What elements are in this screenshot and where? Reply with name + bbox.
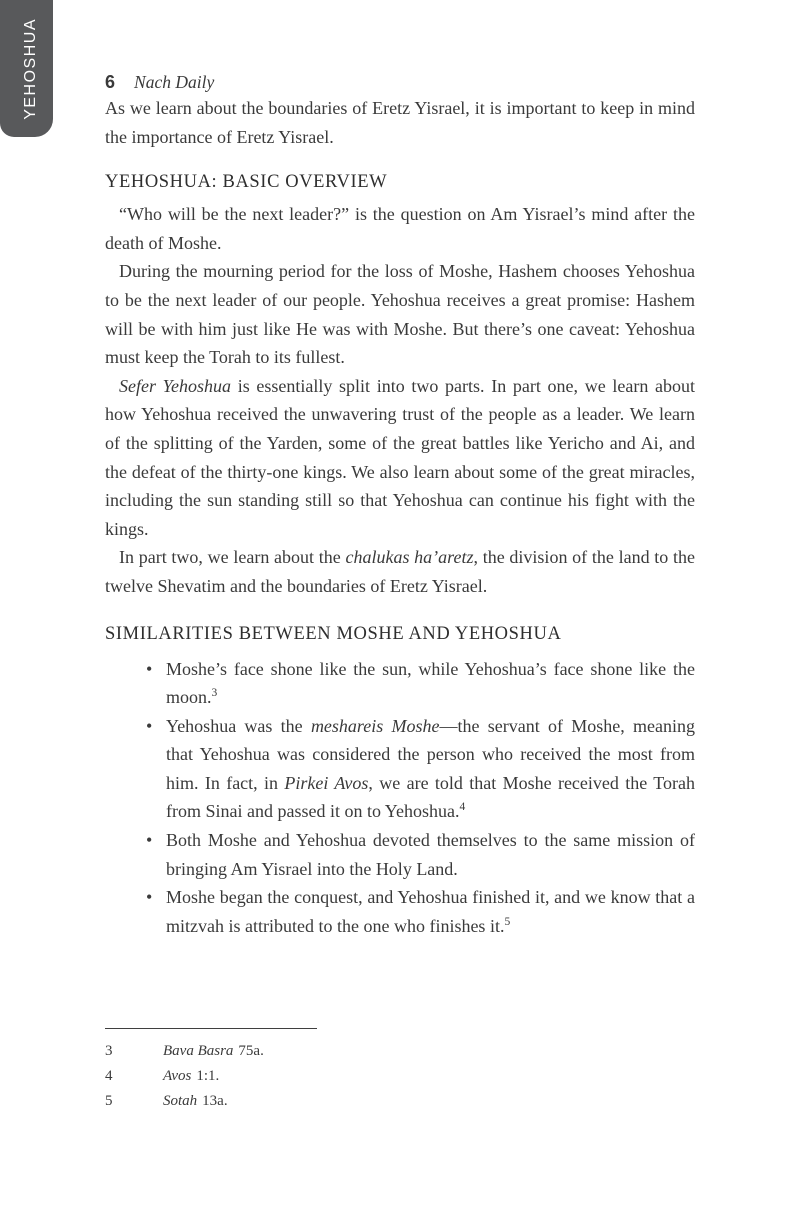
paragraph-text: , the division of the land to the twelve Shevatim and the boundaries of Eretz Yisrael. xyxy=(105,547,696,596)
paragraph-text: In part two, we learn about the xyxy=(119,547,346,568)
footnotes-section xyxy=(105,1028,505,1114)
list-item xyxy=(105,826,695,883)
page-number: 6 xyxy=(105,72,116,92)
section-heading-similarities: SIMILARITIES BETWEEN MOSHE AND YEHOSHUA xyxy=(105,623,562,644)
footnote-ref: 1:1. xyxy=(196,1068,220,1084)
bullet-icon: • xyxy=(146,830,153,851)
footnote-rule xyxy=(105,1028,317,1029)
list-item-text: Moshe’s face shone like the sun, while Yehoshua’s face shone like the moon. xyxy=(166,658,695,708)
paragraph: During the mourning period for the loss of Moshe, Hashem chooses Yehoshua to be the next leader of our people. Yehoshua receives a great promise: Hashem will be with him just like He was with Moshe. But there’s one caveat: Yehoshua must keep the Torah to its fullest. xyxy=(105,261,695,368)
italic-term: Sefer Yehoshua xyxy=(119,375,232,396)
footnote-ref: 13a. xyxy=(202,1093,228,1109)
footnote-marker: 5 xyxy=(504,915,511,928)
list-item xyxy=(105,655,695,712)
footnote-number: 4 xyxy=(105,1068,113,1084)
chapter-tab-label: YEHOSHUA xyxy=(22,17,39,120)
italic-term: Pirkei Avos xyxy=(284,772,369,793)
footnote-number: 5 xyxy=(105,1093,113,1109)
footnote-source: Avos xyxy=(163,1068,192,1084)
section-heading-basic-overview: YEHOSHUA: BASIC OVERVIEW xyxy=(105,172,388,193)
footnote-row xyxy=(105,1039,505,1064)
footnote-number: 3 xyxy=(105,1043,113,1059)
body-text xyxy=(105,94,695,940)
bullet-icon: • xyxy=(146,887,153,908)
footnote-row xyxy=(105,1089,505,1114)
footnote-source: Bava Basra xyxy=(163,1043,234,1059)
chapter-tab[interactable] xyxy=(0,0,53,137)
paragraph xyxy=(105,372,695,544)
bullet-list xyxy=(105,655,695,941)
list-item-text: , we are told that Moshe received the Torah from Sinai and passed it on to Yehoshua. xyxy=(166,772,695,822)
italic-term: meshareis Moshe xyxy=(310,715,440,736)
list-item xyxy=(105,883,695,940)
book-title: Nach Daily xyxy=(134,72,215,92)
list-item-text: Moshe began the conquest, and Yehoshua finished it, and we know that a mitzvah is attributed to the one who finishes it. xyxy=(166,887,695,936)
footnote-source: Sotah xyxy=(163,1093,198,1109)
list-item-text: —the servant of Moshe, meaning that Yehoshua was considered the person who received the most from him. In fact, in xyxy=(166,715,695,793)
paragraph-text: is essentially split into two parts. In part one, we learn about how Yehoshua received the unwavering trust of the people as a leader. We learn of the splitting of the Yarden, some of the great battles like Yericho and Ai, and the defeat of the thirty-one kings. We also learn about some of the great miracles, including the sun standing still so that Yehoshua can continue his fight with the kings. xyxy=(105,375,695,539)
bullet-icon: • xyxy=(146,715,153,736)
footnote-ref: 75a. xyxy=(238,1043,264,1059)
list-item-text: Yehoshua was the xyxy=(166,715,311,736)
paragraph: “Who will be the next leader?” is the question on Am Yisrael’s mind after the death of Moshe. xyxy=(105,204,695,253)
footnote-marker: 3 xyxy=(211,687,218,700)
footnote-row xyxy=(105,1064,505,1089)
running-header xyxy=(105,72,695,94)
paragraph xyxy=(105,543,695,600)
page-content xyxy=(105,0,695,940)
italic-term: chalukas ha’aretz xyxy=(345,547,474,568)
list-item xyxy=(105,712,695,826)
intro-paragraph: As we learn about the boundaries of Eretz Yisrael, it is important to keep in mind the importance of Eretz Yisrael. xyxy=(105,98,695,147)
list-item-text: Both Moshe and Yehoshua devoted themselves to the same mission of bringing Am Yisrael into the Holy Land. xyxy=(166,830,695,879)
bullet-icon: • xyxy=(146,658,153,679)
footnote-marker: 4 xyxy=(459,801,466,814)
